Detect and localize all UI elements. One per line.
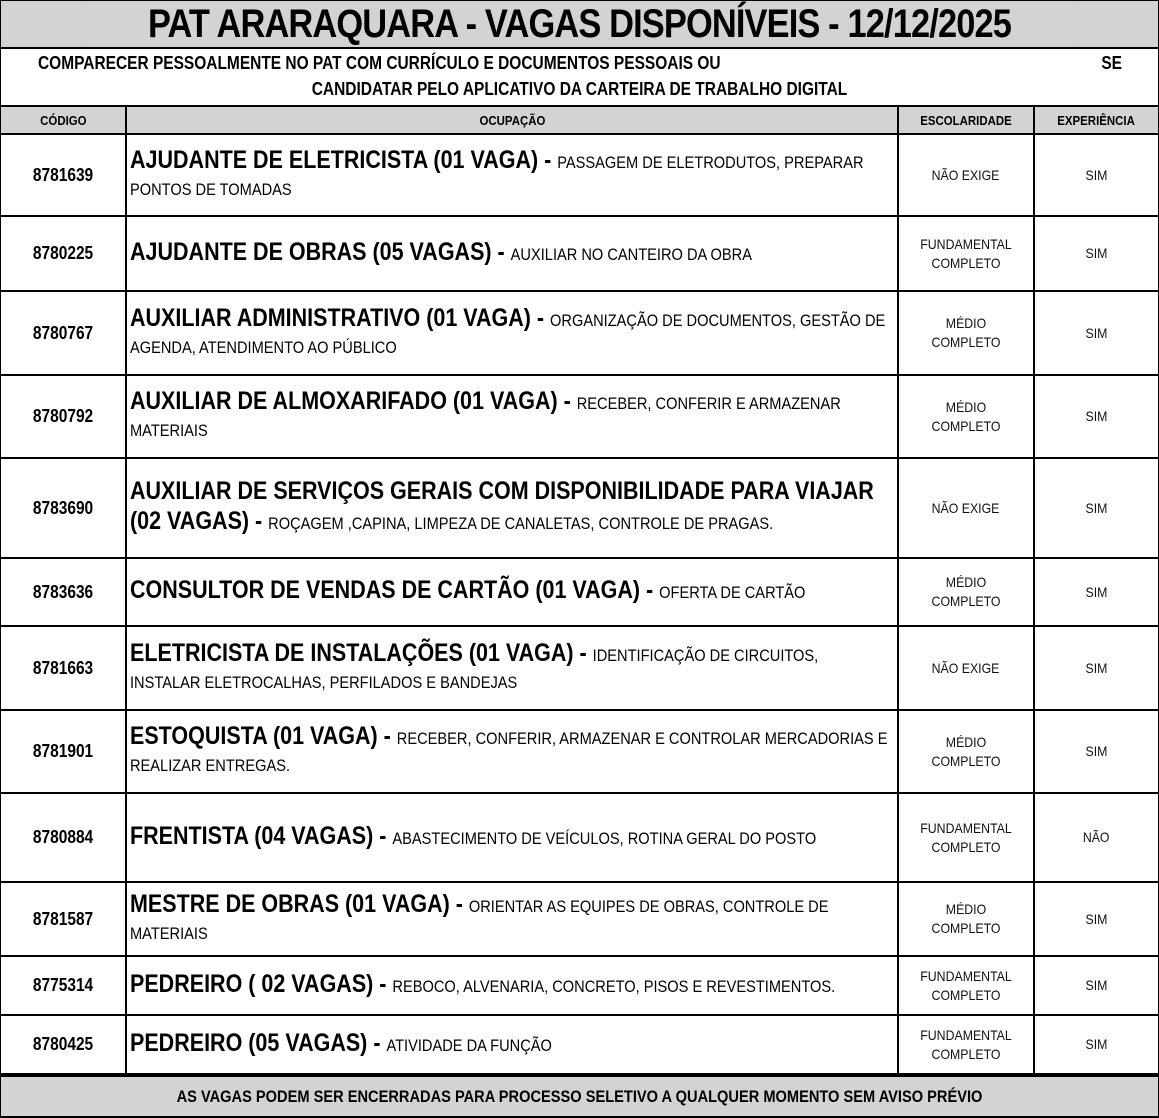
occupation-cell: [126, 793, 898, 882]
column-header-education-label: ESCOLARIDADE: [920, 112, 1012, 128]
occupation-separator: -: [373, 821, 393, 850]
occupation-description: AUXILIAR NO CANTEIRO DA OBRA: [510, 244, 752, 264]
occupation-cell: [126, 626, 898, 710]
occupation-description: REBOCO, ALVENARIA, CONCRETO, PISOS E REVESTIMENTOS.: [392, 976, 836, 996]
job-code: 8783636: [32, 581, 94, 602]
occupation-cell: [126, 458, 898, 558]
occupation-cell: [126, 1015, 898, 1074]
education-requirement: MÉDIO COMPLETO: [931, 315, 1001, 350]
occupation-separator: -: [249, 507, 269, 535]
column-header-occupation: [126, 107, 898, 134]
occupation-separator: -: [530, 303, 551, 332]
education-requirement: FUNDAMENTAL COMPLETO: [920, 1026, 1012, 1062]
occupation-title: MESTRE DE OBRAS (01 VAGA): [130, 889, 450, 918]
occupation-separator: -: [449, 889, 469, 918]
column-header-experience: [1034, 107, 1158, 134]
education-cell: [898, 793, 1034, 882]
job-code-cell: [1, 882, 126, 956]
occupation-cell: [126, 882, 898, 956]
occupation-title: AJUDANTE DE OBRAS (05 VAGAS): [130, 237, 492, 266]
column-header-code-label: CÓDIGO: [39, 112, 87, 128]
occupation-description: ATIVIDADE DA FUNÇÃO: [386, 1035, 552, 1055]
experience-cell: [1034, 375, 1158, 458]
table-row: [1, 626, 1158, 710]
experience-cell: [1034, 626, 1158, 710]
occupation-title: ESTOQUISTA (01 VAGA): [130, 722, 378, 750]
education-cell: [898, 291, 1034, 375]
job-code-cell: [1, 626, 126, 710]
occupation-title: AUXILIAR DE ALMOXARIFADO (01 VAGA): [130, 387, 558, 415]
experience-cell: [1034, 216, 1158, 291]
job-code-cell: [1, 710, 126, 793]
occupation-cell: [126, 710, 898, 793]
experience-requirement: SIM: [1085, 1036, 1108, 1052]
education-requirement: NÃO EXIGE: [932, 166, 1000, 183]
table-row: [1, 134, 1158, 216]
occupation-separator: -: [491, 237, 511, 266]
occupation-title: FRENTISTA (04 VAGAS): [130, 821, 374, 850]
experience-requirement: SIM: [1085, 166, 1108, 183]
job-code-cell: [1, 458, 126, 558]
education-cell: [898, 216, 1034, 291]
occupation-title: PEDREIRO ( 02 VAGAS): [130, 969, 374, 998]
job-code: 8781901: [32, 741, 94, 761]
page-title: PAT ARARAQUARA - VAGAS DISPONÍVEIS - 12/12/2025: [82, 1, 1077, 47]
experience-requirement: SIM: [1085, 659, 1108, 676]
experience-cell: [1034, 134, 1158, 216]
experience-cell: [1034, 793, 1158, 882]
education-cell: [898, 375, 1034, 458]
occupation-description: OFERTA DE CARTÃO: [659, 583, 806, 602]
experience-cell: [1034, 291, 1158, 375]
table-row: [1, 793, 1158, 882]
table-row: [1, 375, 1158, 458]
education-requirement: MÉDIO COMPLETO: [931, 901, 1001, 936]
experience-cell: [1034, 1015, 1158, 1074]
education-requirement: FUNDAMENTAL COMPLETO: [920, 819, 1012, 855]
experience-requirement: SIM: [1085, 743, 1108, 759]
education-cell: [898, 882, 1034, 956]
title-bar: [1, 1, 1158, 49]
job-code-cell: [1, 291, 126, 375]
experience-requirement: SIM: [1085, 583, 1108, 600]
job-code-cell: [1, 1015, 126, 1074]
experience-requirement: SIM: [1085, 977, 1108, 993]
occupation-title: PEDREIRO (05 VAGAS): [130, 1028, 368, 1057]
education-cell: [898, 558, 1034, 626]
occupation-description: ORGANIZAÇÃO DE DOCUMENTOS, GESTÃO DE AGENDA, ATENDIMENTO AO PÚBLICO: [130, 310, 886, 357]
occupation-description: ABASTECIMENTO DE VEÍCULOS, ROTINA GERAL DO POSTO: [392, 828, 817, 848]
column-header-education: [898, 107, 1034, 134]
experience-cell: [1034, 458, 1158, 558]
job-code: 8781639: [32, 164, 94, 185]
table-row: [1, 458, 1158, 558]
occupation-cell: [126, 134, 898, 216]
occupation-cell: [126, 291, 898, 375]
occupation-description: ROÇAGEM ,CAPINA, LIMPEZA DE CANALETAS, CONTROLE DE PRAGAS.: [268, 514, 774, 533]
occupation-separator: -: [373, 969, 393, 998]
occupation-title: AUXILIAR ADMINISTRATIVO (01 VAGA): [130, 303, 531, 332]
table-header-row: [1, 107, 1158, 134]
occupation-separator: -: [557, 387, 577, 415]
education-requirement: NÃO EXIGE: [932, 659, 1000, 676]
education-requirement: FUNDAMENTAL COMPLETO: [920, 967, 1012, 1003]
occupation-description: RECEBER, CONFERIR, ARMAZENAR E CONTROLAR MERCADORIAS E REALIZAR ENTREGAS.: [130, 729, 888, 775]
table-row: [1, 956, 1158, 1015]
experience-requirement: SIM: [1085, 499, 1108, 516]
column-header-occupation-label: OCUPAÇÃO: [479, 112, 545, 128]
job-code: 8781587: [32, 908, 94, 929]
occupation-title: ELETRICISTA DE INSTALAÇÕES (01 VAGA): [130, 638, 574, 667]
job-code-cell: [1, 558, 126, 626]
occupation-separator: -: [573, 638, 593, 667]
table-row: [1, 558, 1158, 626]
education-cell: [898, 956, 1034, 1015]
occupation-description: ORIENTAR AS EQUIPES DE OBRAS, CONTROLE DE MATERIAIS: [130, 896, 829, 943]
education-requirement: FUNDAMENTAL COMPLETO: [920, 235, 1012, 271]
occupation-separator: -: [640, 576, 660, 604]
job-code: 8780767: [32, 322, 94, 343]
job-code-cell: [1, 956, 126, 1015]
occupation-title: AUXILIAR DE SERVIÇOS GERAIS COM DISPONIBILIDADE PARA VIAJAR (02 VAGAS): [130, 477, 874, 535]
job-code-cell: [1, 216, 126, 291]
occupation-cell: [126, 216, 898, 291]
instructions-notice: [1, 49, 1158, 107]
occupation-description: IDENTIFICAÇÃO DE CIRCUITOS, INSTALAR ELETROCALHAS, PERFILADOS E BANDEJAS: [130, 645, 819, 692]
jobs-table: [1, 107, 1158, 1075]
table-row: [1, 710, 1158, 793]
job-code: 8781663: [32, 657, 94, 678]
occupation-description: RECEBER, CONFERIR E ARMAZENAR MATERIAIS: [130, 394, 841, 440]
occupation-separator: -: [538, 145, 558, 174]
education-requirement: MÉDIO COMPLETO: [931, 733, 1001, 769]
education-requirement: NÃO EXIGE: [932, 499, 1000, 516]
occupation-title: AJUDANTE DE ELETRICISTA (01 VAGA): [130, 145, 539, 174]
experience-cell: [1034, 882, 1158, 956]
education-cell: [898, 458, 1034, 558]
footer-disclaimer: [1, 1075, 1158, 1116]
column-header-experience-label: EXPERIÊNCIA: [1057, 112, 1136, 128]
job-code: 8780884: [32, 827, 94, 847]
experience-requirement: SIM: [1085, 245, 1108, 261]
occupation-description: PASSAGEM DE ELETRODUTOS, PREPARAR PONTOS DE TOMADAS: [130, 152, 864, 199]
footer-disclaimer-text: AS VAGAS PODEM SER ENCERRADAS PARA PROCESSO SELETIVO A QUALQUER MOMENTO SEM AVISO PRÉVIO: [176, 1086, 983, 1106]
occupation-separator: -: [367, 1028, 387, 1057]
notice-line-1-end: SE: [1101, 53, 1122, 73]
occupation-separator: -: [377, 722, 397, 750]
education-cell: [898, 626, 1034, 710]
experience-requirement: NÃO: [1083, 829, 1110, 845]
education-requirement: MÉDIO COMPLETO: [931, 574, 1001, 609]
job-code-cell: [1, 793, 126, 882]
table-row: [1, 882, 1158, 956]
education-cell: [898, 134, 1034, 216]
job-code: 8780225: [32, 243, 94, 263]
education-cell: [898, 710, 1034, 793]
notice-line-2: CANDIDATAR PELO APLICATIVO DA CARTEIRA DE TRABALHO DIGITAL: [311, 79, 848, 99]
job-code-cell: [1, 134, 126, 216]
table-row: [1, 1015, 1158, 1074]
education-requirement: MÉDIO COMPLETO: [931, 398, 1001, 434]
occupation-cell: [126, 375, 898, 458]
job-code: 8780425: [32, 1034, 94, 1054]
job-code: 8775314: [32, 975, 94, 995]
experience-cell: [1034, 710, 1158, 793]
occupation-cell: [126, 558, 898, 626]
occupation-title: CONSULTOR DE VENDAS DE CARTÃO (01 VAGA): [130, 576, 641, 604]
job-code: 8783690: [32, 497, 94, 518]
table-row: [1, 291, 1158, 375]
education-cell: [898, 1015, 1034, 1074]
column-header-code: [1, 107, 126, 134]
experience-cell: [1034, 956, 1158, 1015]
occupation-cell: [126, 956, 898, 1015]
experience-requirement: SIM: [1085, 324, 1108, 341]
job-code-cell: [1, 375, 126, 458]
experience-requirement: SIM: [1085, 408, 1108, 424]
table-row: [1, 216, 1158, 291]
notice-line-1: COMPARECER PESSOALMENTE NO PAT COM CURRÍCULO E DOCUMENTOS PESSOAIS OU: [38, 53, 721, 73]
job-code: 8780792: [32, 406, 94, 426]
experience-requirement: SIM: [1085, 910, 1108, 927]
experience-cell: [1034, 558, 1158, 626]
